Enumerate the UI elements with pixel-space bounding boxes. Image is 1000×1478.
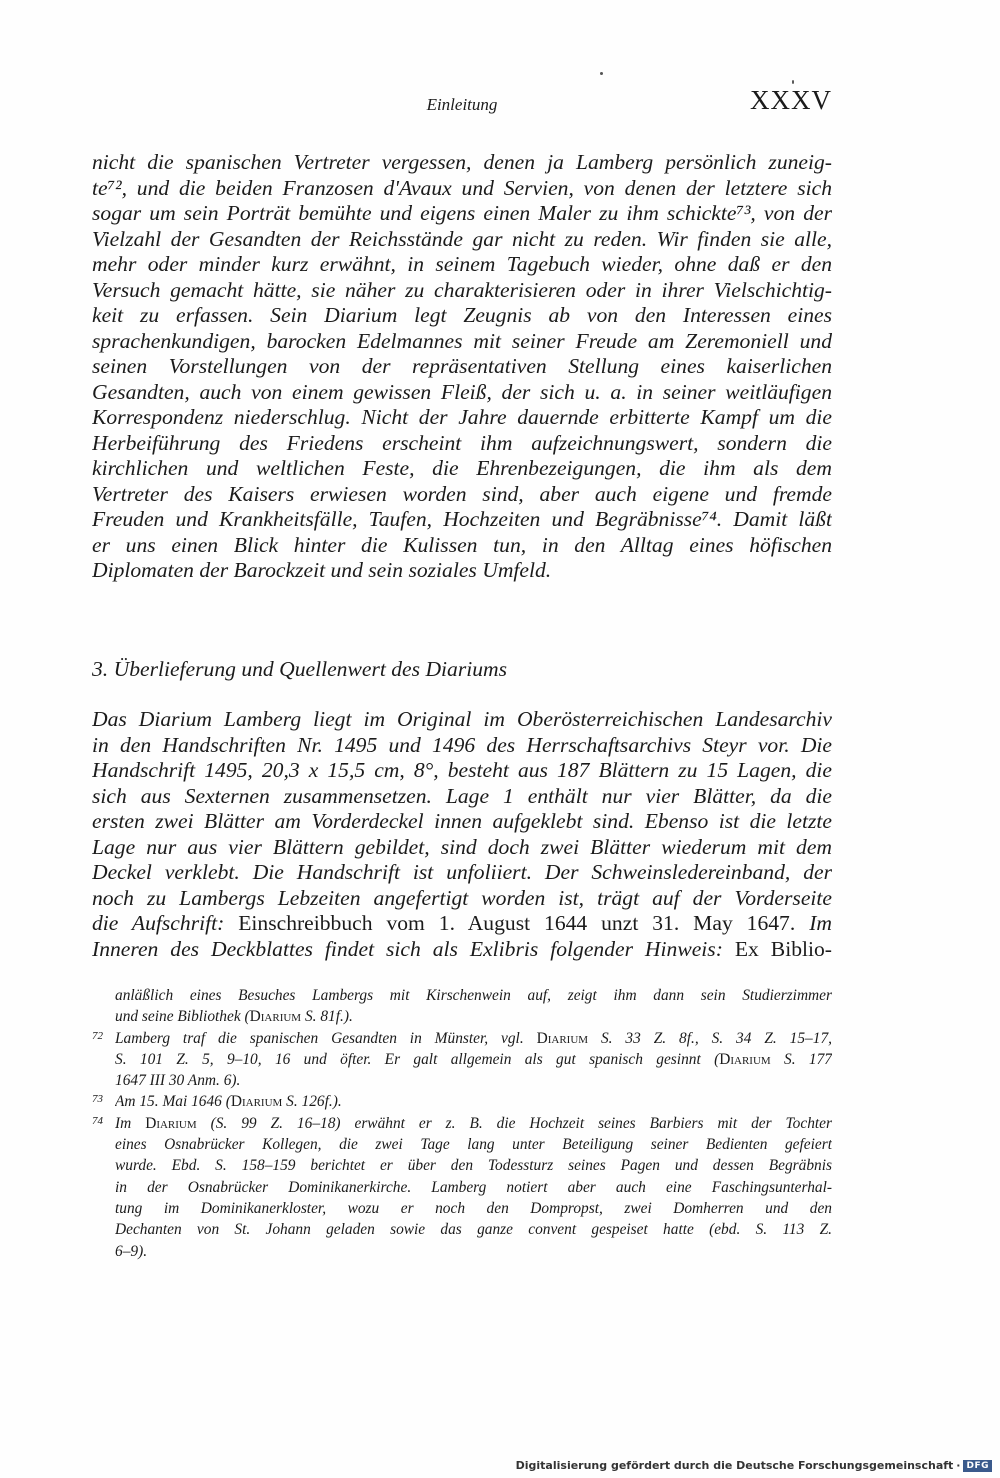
text-line: mehr oder minder kurz erwähnt, in seinem Tagebuch wieder, ohne daß er den <box>92 252 832 276</box>
text-line: kirchlichen und weltlichen Feste, die Ehrenbezeigungen, die ihm als dem <box>92 456 832 480</box>
page-number: XXXV <box>750 85 832 115</box>
footnote-number: 72 <box>92 1029 103 1042</box>
text-line: die Aufschrift: Einschreibbuch vom 1. August 1644 unzt 31. May 1647. Im <box>92 911 832 935</box>
text-line: Vertreter des Kaisers erwiesen worden sind, aber auch eigene und fremde <box>92 481 832 506</box>
text-line: sprachenkundigen, barocken Edelmannes mit seiner Freude am Zeremoniell und <box>92 328 832 353</box>
running-head <box>92 85 832 125</box>
text-line: Herbeiführung des Friedens erscheint ihm aufzeichnungswert, sondern die <box>92 430 832 455</box>
text-line: Lamberg traf die spanischen Gesandten in Münster, vgl. Diarium S. 33 Z. 8f., S. 34 Z. 15–17, <box>115 1029 832 1047</box>
text-line: Vielzahl der Gesandten der Reichsstände gar nicht zu reden. Wir finden sie alle, <box>92 226 832 251</box>
text-line: Deckel verklebt. Die Handschrift ist unfoliiert. Der Schweinsledereinband, der <box>92 860 832 884</box>
text-line: S. 101 Z. 5, 9–10, 16 und öfter. Er galt allgemein als gut spanisch gesinnt (Diarium S. 177 <box>115 1050 832 1068</box>
footnote-73 <box>92 1091 832 1112</box>
text-line: Versuch gemacht hätte, sie näher zu charakterisieren oder in ihrer Vielschichtig- <box>92 277 832 302</box>
dfg-logo-icon: DFG <box>963 1460 992 1472</box>
text-line: eines Osnabrücker Kollegen, die zwei Tage lang unter Beteiligung seiner Bedienten gefeiert <box>115 1136 832 1154</box>
text-line: keit zu erfassen. Sein Diarium legt Zeugnis ab von den Interessen eines <box>92 303 832 327</box>
text-line: Dechanten von St. Johann geladen sowie das ganze convent gespeiset hatte (ebd. S. 113 Z. <box>115 1221 832 1239</box>
text-line: Korrespondenz niederschlug. Nicht der Jahre dauernde erbitterte Kampf um die <box>92 405 832 429</box>
footnote-74 <box>92 1113 832 1262</box>
running-title: Einleitung <box>426 95 498 114</box>
text-line: seinen Vorstellungen von der repräsentativen Stellung eines kaiserlichen <box>92 354 832 378</box>
text-line: sich aus Sexternen zusammensetzen. Lage 1 enthält nur vier Blätter, da die <box>92 783 832 808</box>
print-speck <box>792 80 794 84</box>
print-speck <box>600 72 603 75</box>
text-line: in den Handschriften Nr. 1495 und 1496 des Herrschaftsarchivs Steyr vor. Die <box>92 732 832 757</box>
text-line: Im Diarium (S. 99 Z. 16–18) erwähnt er z. B. die Hochzeit seines Barbiers mit der Tochter <box>115 1114 832 1132</box>
section-paragraph <box>92 707 832 962</box>
text-line: Diplomaten der Barockzeit und sein soziales Umfeld. <box>92 558 552 582</box>
text-line: 1647 III 30 Anm. 6). <box>115 1072 241 1090</box>
text-line: nicht die spanischen Vertreter vergessen, denen ja Lamberg persönlich zuneig- <box>92 150 832 174</box>
text-line: wurde. Ebd. S. 158–159 berichtet er über den Todessturz seines Pagen und dessen Begräbnis <box>115 1157 832 1175</box>
footnote-number: 73 <box>92 1093 103 1106</box>
text-line: Das Diarium Lamberg liegt im Original im Oberösterreichischen Landesarchiv <box>92 707 832 731</box>
text-line: Gesandten, auch von einem gewissen Fleiß, der sich u. a. in seiner weitläufigen <box>92 379 832 404</box>
text-line: in der Osnabrücker Dominikanerkirche. Lamberg notiert aber auch eine Faschingsunterhal- <box>115 1178 832 1196</box>
text-line: te⁷², und die beiden Franzosen d'Avaux und Servien, von denen der letztere sich <box>92 175 832 200</box>
text-line: und seine Bibliothek (Diarium S. 81f.). <box>115 1008 353 1026</box>
footnote-continuation <box>92 985 832 1028</box>
text-line: er uns einen Blick hinter die Kulissen tun, in den Alltag eines höfischen <box>92 532 832 557</box>
text-line: ersten zwei Blätter am Vorderdeckel innen aufgeklebt sind. Ebenso ist die letzte <box>92 809 832 833</box>
text-line: Am 15. Mai 1646 (Diarium S. 126f.). <box>115 1093 342 1111</box>
text-line: anläßlich eines Besuches Lambergs mit Kirschenwein auf, zeigt ihm dann sein Studierzimmer <box>115 987 832 1004</box>
body-paragraph <box>92 150 832 584</box>
text-line: Inneren des Deckblattes findet sich als Exlibris folgender Hinweis: Ex Biblio- <box>92 936 832 961</box>
section-heading: 3. Überlieferung und Quellenwert des Diariums <box>92 657 508 681</box>
text-line: 6–9). <box>115 1242 148 1260</box>
footer-text: Digitalisierung gefördert durch die Deutsche Forschungsgemeinschaft <box>515 1459 954 1472</box>
text-line: Handschrift 1495, 20,3 x 15,5 cm, 8°, besteht aus 187 Blättern zu 15 Lagen, die <box>92 758 832 782</box>
text-line: tung im Dominikanerkloster, wozu er noch den Dompropst, zwei Domherren und den <box>115 1199 832 1217</box>
footnote-72 <box>92 1028 832 1092</box>
text-line: noch zu Lambergs Lebzeiten angefertigt worden ist, trägt auf der Vorderseite <box>92 885 832 910</box>
text-line: Lage nur aus vier Blättern gebildet, sind doch zwei Blätter wiederum mit dem <box>92 834 832 859</box>
footnote-number: 74 <box>92 1114 103 1127</box>
footnotes <box>92 985 832 1262</box>
text-line: Freuden und Krankheitsfälle, Taufen, Hochzeiten und Begräbnisse⁷⁴. Damit läßt <box>92 507 832 531</box>
text-line: sogar um sein Porträt bemühte und eigens einen Maler zu ihm schickte⁷³, von der <box>92 201 832 225</box>
digitization-footer: Digitalisierung gefördert durch die Deutsche Forschungsgemeinschaft · DFG <box>516 1459 992 1472</box>
